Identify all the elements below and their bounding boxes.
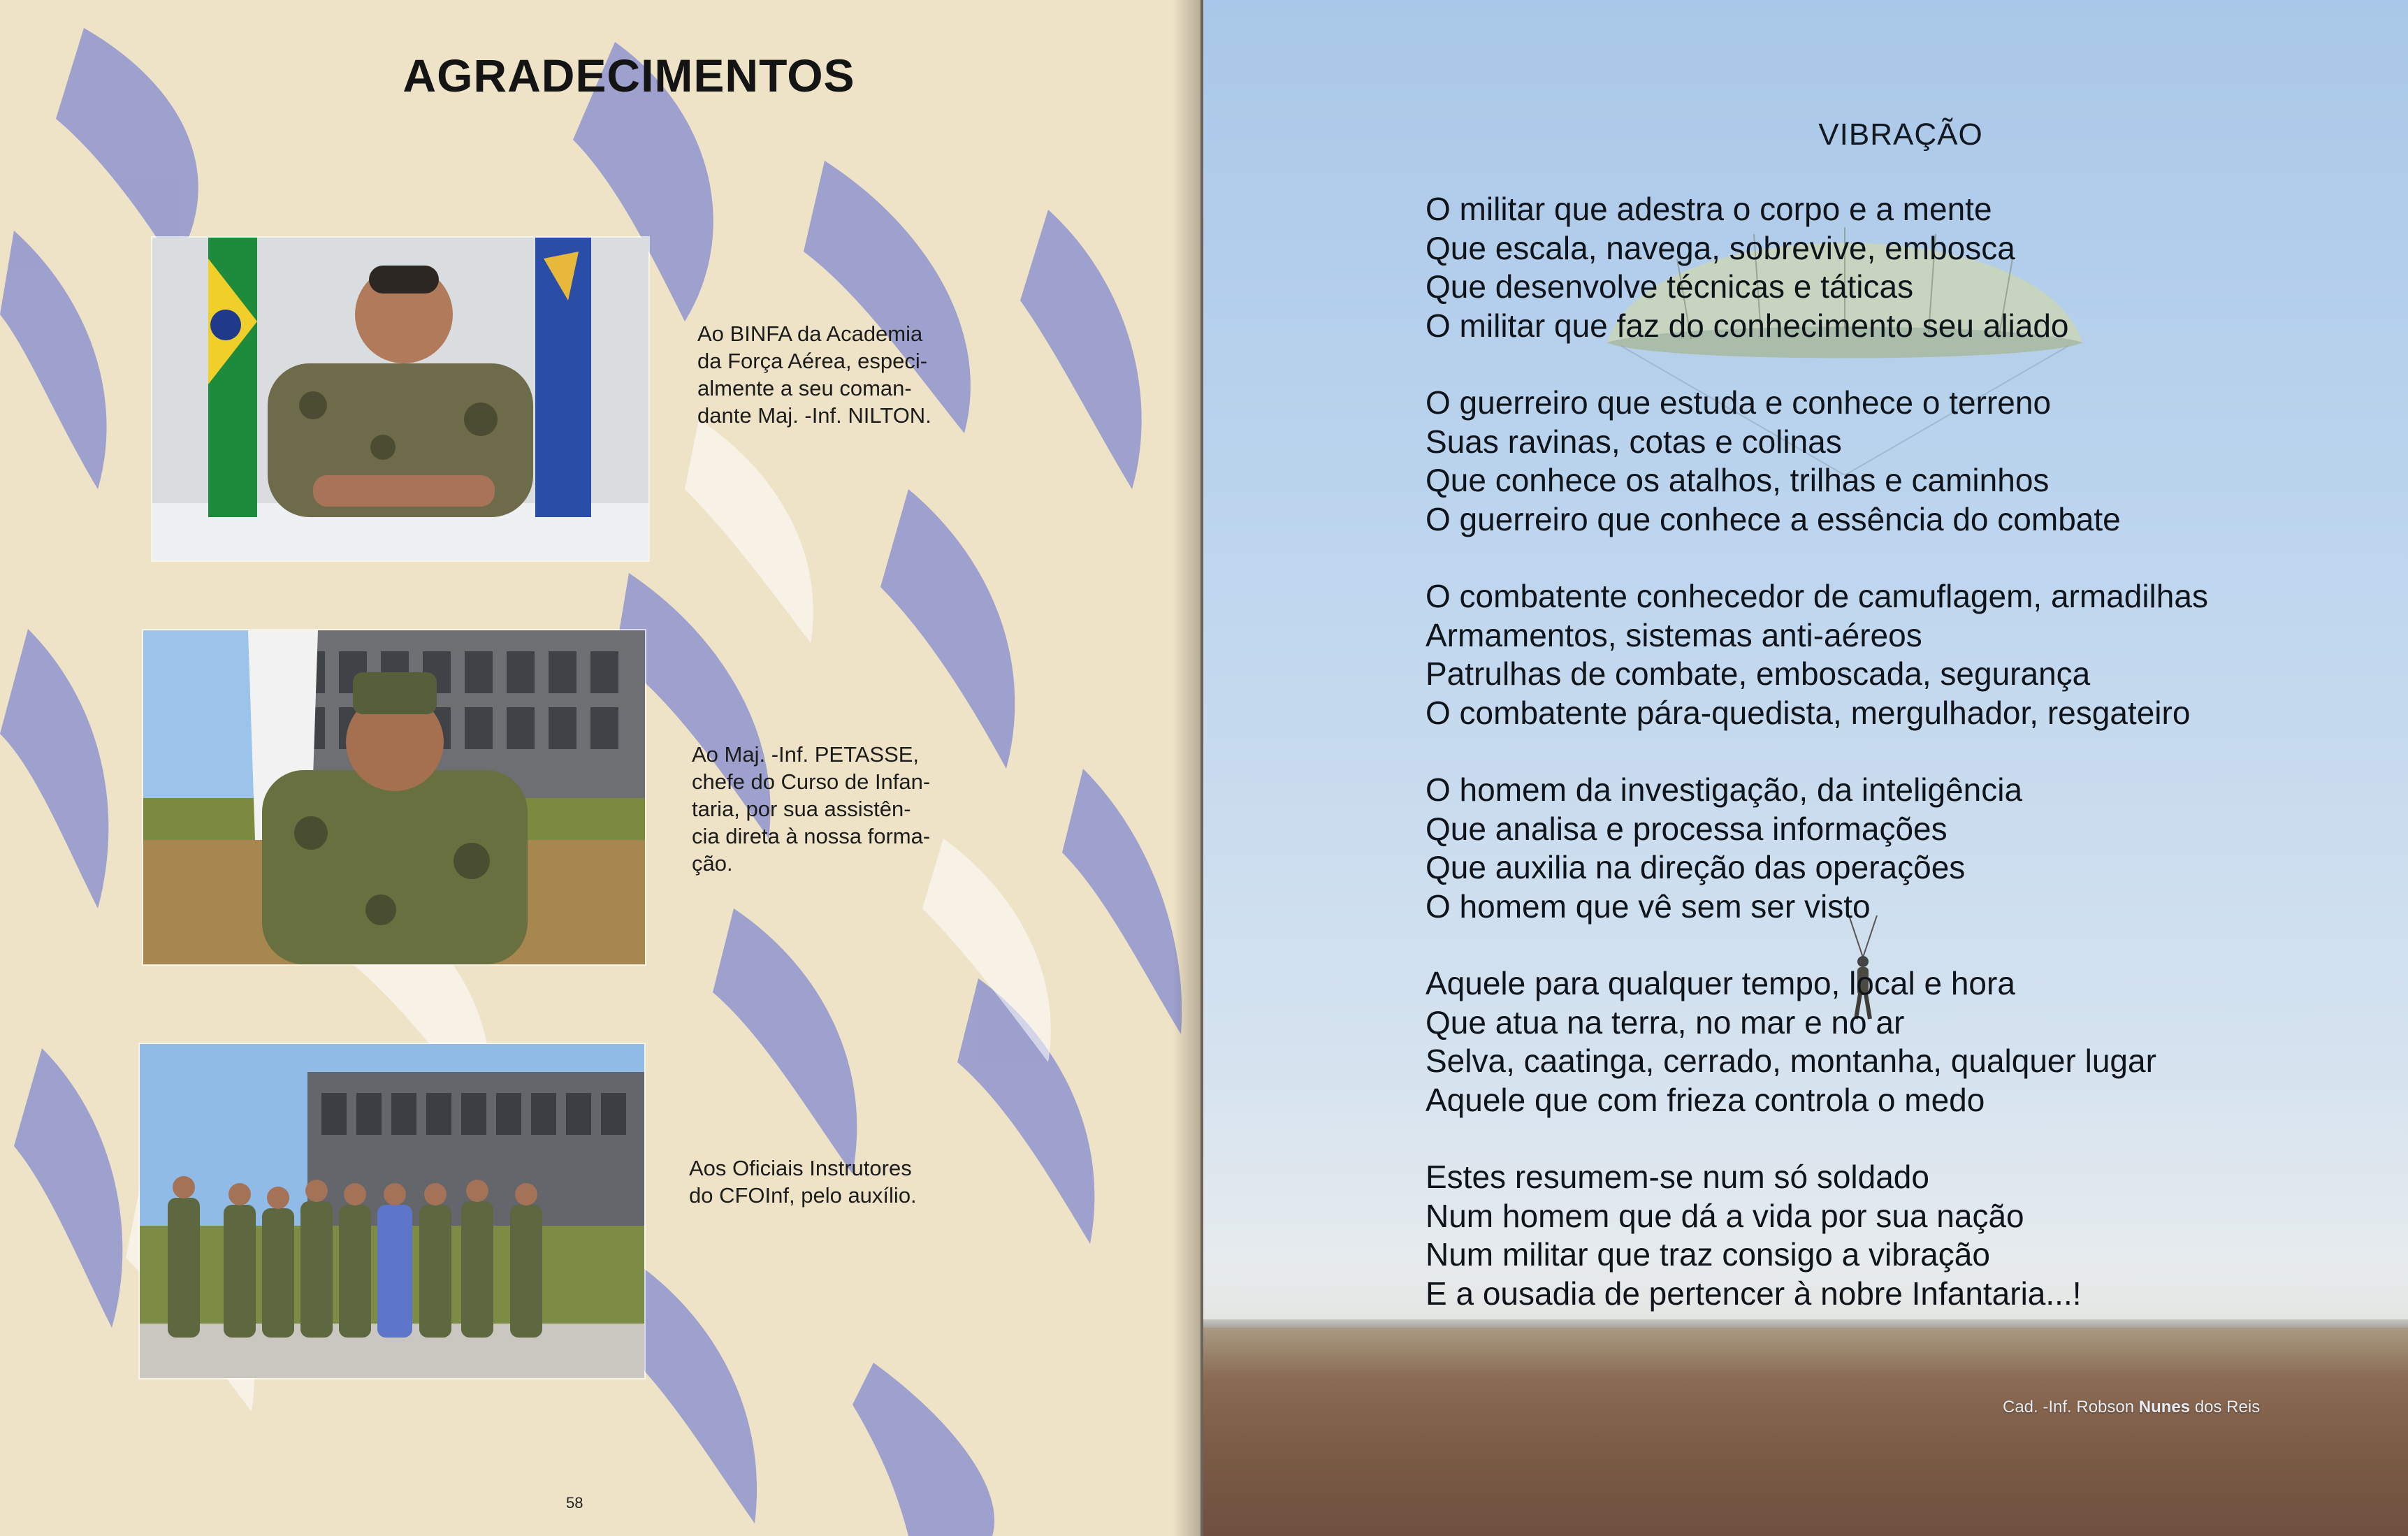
poem-line: E a ousadia de pertencer à nobre Infantaria...! [1426, 1275, 2082, 1312]
poem-line: O guerreiro que estuda e conhece o terreno [1426, 384, 2052, 421]
author-bold-name: Nunes [2138, 1398, 2191, 1417]
poem-body [1426, 190, 2348, 1352]
caption-line: almente a seu coman- [697, 376, 912, 400]
poem-line: O homem que vê sem ser visto [1426, 887, 1871, 925]
poem-line: O militar que adestra o corpo e a mente [1426, 191, 1992, 227]
poem-line: Armamentos, sistemas anti-aéreos [1426, 616, 1922, 653]
field-ground [1203, 1328, 2408, 1536]
poem-stanza [1426, 190, 2348, 345]
page-number: 58 [566, 1494, 583, 1512]
poem-line: O combatente pára-quedista, mergulhador, resgateiro [1426, 694, 2191, 731]
spine-shadow [1173, 0, 1201, 1536]
left-page [0, 0, 1201, 1536]
poem-stanza [1426, 771, 2348, 926]
caption-line: cia direta à nossa forma- [692, 824, 931, 848]
poem-line: Patrulhas de combate, emboscada, segurança [1426, 655, 2091, 692]
poem-line: Aquele para qualquer tempo, local e hora [1426, 965, 2015, 1001]
poem-stanza [1426, 577, 2348, 732]
poem-line: Num homem que dá a vida por sua nação [1426, 1197, 2024, 1234]
poem-line: Estes resumem-se num só soldado [1426, 1159, 1929, 1195]
caption-line: Aos Oficiais Instrutores [689, 1156, 912, 1180]
poem-line: Que conhece os atalhos, trilhas e caminhos [1426, 462, 2050, 498]
poem-stanza [1426, 964, 2348, 1120]
poem-line: O homem da investigação, da inteligência [1426, 771, 2023, 808]
caption-line: Ao Maj. -Inf. PETASSE, [692, 742, 920, 767]
poem-line: Suas ravinas, cotas e colinas [1426, 423, 1842, 460]
author-prefix: Cad. -Inf. Robson [2003, 1398, 2135, 1417]
poem-line: Que escala, navega, sobrevive, embosca [1426, 229, 2015, 266]
caption-2 [692, 741, 952, 877]
officer-outdoor-photo [143, 630, 645, 964]
caption-line: dante Maj. -Inf. NILTON. [697, 403, 931, 428]
officer-portrait-photo [152, 238, 648, 560]
poem-stanza [1426, 1158, 2348, 1313]
caption-line: taria, por sua assistên- [692, 797, 911, 821]
poem-line: Que auxilia na direção das operações [1426, 849, 1966, 885]
caption-1 [697, 320, 950, 429]
caption-line: ção. [692, 851, 733, 876]
caption-line: da Força Aérea, especi- [697, 349, 928, 373]
caption-line: do CFOInf, pelo auxílio. [689, 1183, 917, 1208]
group-of-officers-photo [140, 1044, 644, 1378]
poem-line: O militar que faz do conhecimento seu aliado [1426, 307, 2069, 344]
caption-3 [689, 1154, 955, 1209]
poem-stanza [1426, 384, 2348, 539]
poem-line: Que desenvolve técnicas e táticas [1426, 268, 1914, 305]
poem-line: Selva, caatinga, cerrado, montanha, qualquer lugar [1426, 1043, 2156, 1079]
poem-line: Num militar que traz consigo a vibração [1426, 1236, 1990, 1273]
page-title: AGRADECIMENTOS [402, 50, 855, 101]
author-suffix: dos Reis [2194, 1398, 2261, 1417]
poem-line: Aquele que com frieza controla o medo [1426, 1081, 1985, 1118]
poem-author [2003, 1398, 2260, 1417]
poem-line: Que atua na terra, no mar e no ar [1426, 1004, 1905, 1041]
poem-title: VIBRAÇÃO [1818, 117, 1983, 152]
poem-line: Que analisa e processa informações [1426, 810, 1948, 847]
caption-line: Ao BINFA da Academia [697, 321, 923, 346]
caption-line: chefe do Curso de Infan- [692, 769, 931, 794]
poem-line: O guerreiro que conhece a essência do combate [1426, 500, 2121, 537]
poem-line: O combatente conhecedor de camuflagem, armadilhas [1426, 578, 2208, 614]
